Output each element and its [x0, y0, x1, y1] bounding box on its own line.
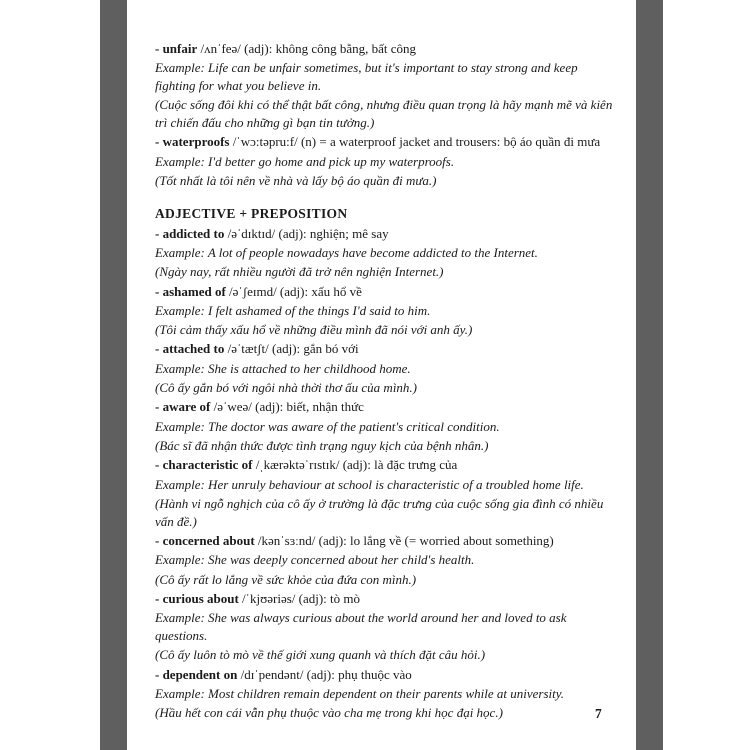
entry-definition: /kənˈsɜːnd/ (adj): lo lắng về (= worried about something)	[254, 532, 554, 548]
vocab-entry	[155, 532, 615, 588]
vocab-entry	[155, 225, 615, 281]
entry-term: - ashamed of	[155, 283, 226, 299]
vocab-entry	[155, 398, 615, 454]
entry-headline	[155, 398, 615, 416]
entry-definition: /ˈwɔ:təpru:f/ (n) = a waterproof jacket and trousers: bộ áo quần đi mưa	[229, 134, 601, 150]
entry-term: - characteristic of	[155, 457, 253, 473]
entry-definition: /əˈʃeɪmd/ (adj): xấu hổ về	[225, 283, 362, 299]
entry-headline	[155, 133, 615, 151]
entry-headline	[155, 666, 615, 684]
entry-headline	[155, 456, 615, 474]
entry-translation: (Tốt nhất là tôi nên về nhà và lấy bộ áo quần đi mưa.)	[155, 173, 437, 189]
entry-headline	[155, 340, 615, 358]
entry-translation: (Bác sĩ đã nhận thức được tình trạng nguy kịch của bệnh nhân.)	[155, 437, 489, 453]
entry-example: Example: Her unruly behaviour at school is characteristic of a troubled home life.	[155, 476, 584, 492]
vocab-entry	[155, 590, 615, 664]
document-page	[127, 0, 636, 750]
right-margin-bar	[636, 0, 663, 750]
entry-term: - attached to	[155, 341, 225, 357]
section-heading: ADJECTIVE + PREPOSITION	[155, 205, 348, 221]
entry-translation: (Cuộc sống đôi khi có thể thật bất công, nhưng điều quan trọng là hãy mạnh mẽ và kiên trì chiến đấu cho những gì bạn tin tưởng.)	[155, 97, 613, 131]
vocab-entry	[155, 340, 615, 396]
entry-definition: /ˌkærəktəˈrɪstɪk/ (adj): là đặc trưng của	[252, 457, 458, 473]
entry-definition: /ˈkjʊəriəs/ (adj): tò mò	[238, 590, 361, 606]
vocab-entry	[155, 133, 615, 189]
entry-term: - aware of	[155, 399, 211, 415]
entry-example: Example: Most children remain dependent on their parents while at university.	[155, 685, 565, 701]
vocab-entry	[155, 456, 615, 530]
page-number: 7	[595, 706, 602, 721]
entry-headline	[155, 225, 615, 243]
entry-definition: /ʌnˈfeə/ (adj): không công bằng, bất công	[197, 41, 417, 56]
entry-headline	[155, 283, 615, 301]
vocab-entry	[155, 283, 615, 339]
entry-translation: (Cô ấy gắn bó với ngôi nhà thời thơ ấu của mình.)	[155, 380, 418, 396]
entry-definition: /dɪˈpendənt/ (adj): phụ thuộc vào	[237, 666, 412, 682]
page-content	[155, 40, 615, 723]
entry-translation: (Cô ấy rất lo lắng về sức khỏe của đứa con mình.)	[155, 571, 417, 587]
entry-term: - curious about	[155, 590, 239, 606]
entry-translation: (Ngày nay, rất nhiều người đã trở nên nghiện Internet.)	[155, 264, 444, 280]
entry-term: - unfair	[155, 41, 198, 56]
entry-example: Example: She was always curious about the world around her and loved to ask questions.	[155, 610, 567, 643]
entry-term: - waterproofs	[155, 134, 230, 150]
entry-term: - concerned about	[155, 532, 255, 548]
entry-term: - addicted to	[155, 225, 225, 241]
entry-translation: (Hầu hết con cái vẫn phụ thuộc vào cha mẹ trong khi học đại học.)	[155, 705, 503, 721]
entry-term: - dependent on	[155, 666, 238, 682]
entry-example: Example: The doctor was aware of the patient's critical condition.	[155, 418, 500, 434]
entry-example: Example: She was deeply concerned about her child's health.	[155, 552, 475, 568]
entry-definition: /əˈweə/ (adj): biết, nhận thức	[210, 399, 364, 415]
entry-headline	[155, 40, 615, 58]
entry-example: Example: A lot of people nowadays have become addicted to the Internet.	[155, 244, 538, 260]
entry-example: Example: Life can be unfair sometimes, but it's important to stay strong and keep fighting for what you believe in.	[155, 60, 578, 94]
entry-example: Example: I felt ashamed of the things I'd said to him.	[155, 302, 431, 318]
entry-headline	[155, 590, 615, 608]
entry-example: Example: I'd better go home and pick up my waterproofs.	[155, 153, 455, 169]
entry-translation: (Hành vi ngỗ nghịch của cô ấy ở trường là đặc trưng của cuộc sống gia đình có nhiều vấn đề.)	[155, 495, 604, 529]
entry-example: Example: She is attached to her childhood home.	[155, 360, 411, 376]
entry-definition: /əˈdɪktɪd/ (adj): nghiện; mê say	[224, 225, 389, 241]
entry-translation: (Cô ấy luôn tò mò về thế giới xung quanh và thích đặt câu hỏi.)	[155, 647, 486, 663]
vocab-entry	[155, 40, 615, 132]
entry-translation: (Tôi cảm thấy xấu hổ về những điều mình đã nói với anh ấy.)	[155, 322, 473, 338]
entry-headline	[155, 532, 615, 550]
entry-definition: /əˈtætʃt/ (adj): gắn bó với	[224, 341, 359, 357]
vocab-entry	[155, 666, 615, 722]
left-margin-bar	[100, 0, 127, 750]
